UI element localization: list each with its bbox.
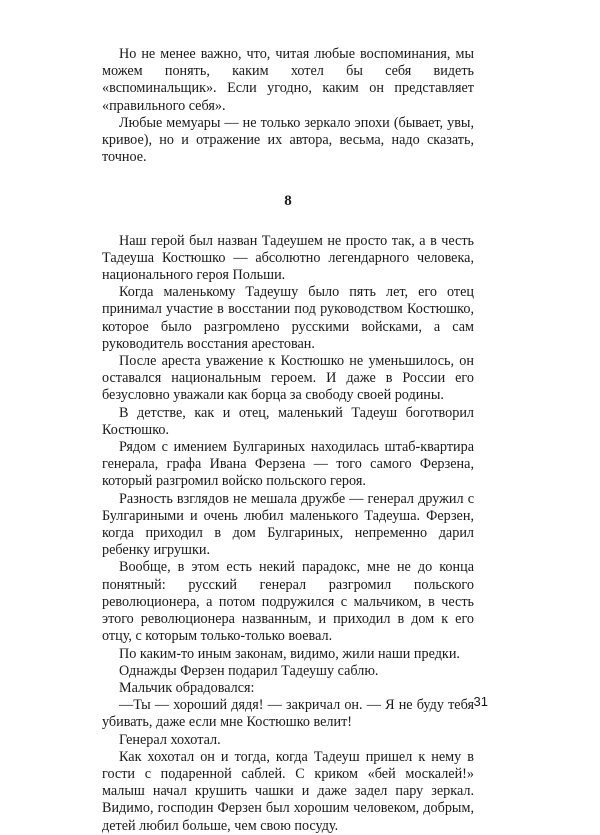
paragraph: Но не менее важно, что, читая любые воспоминания, мы можем понять, каким хотел бы себя видеть «вспоминальщик». Если угодно, каким он представляет «правильного себя».	[102, 46, 474, 114]
page-body	[102, 46, 474, 835]
page-number: 31	[473, 694, 488, 709]
paragraph: Вообще, в этом есть некий парадокс, мне не до конца понятный: русский генерал разгромил польского революционера, а потом подружился с мальчиком, в честь этого революционера названным, и приходил в дом к его отцу, с которым только-только воевал.	[102, 559, 474, 645]
paragraph: По каким-то иным законам, видимо, жили наши предки.	[119, 645, 460, 662]
paragraph: Генерал хохотал.	[119, 731, 221, 748]
paragraph: Разность взглядов не мешала дружбе — генерал дружил с Булгариными и очень любил маленького Тадеуша. Ферзен, когда приходил в дом Булгариных, непременно дарил ребенку игрушки.	[102, 490, 474, 559]
paragraph: Любые мемуары — не только зеркало эпохи (бывает, увы, кривое), но и отражение их автора, весьма, надо сказать, точное.	[102, 114, 474, 166]
paragraph: Рядом с имением Булгариных находилась штаб-квартира генерала, графа Ивана Ферзена — того самого Ферзена, который разгромил войско польского героя.	[102, 439, 474, 490]
paragraph: Мальчик обрадовался:	[119, 679, 255, 696]
paragraph: В детстве, как и отец, маленький Тадеуш боготворил Костюшко.	[102, 404, 474, 438]
paragraph: Когда маленькому Тадеушу было пять лет, его отец принимал участие в восстании под руководством Костюшко, которое было разгромлено русскими войсками, а сам руководитель восстания арестован.	[102, 284, 474, 352]
paragraph: Как хохотал он и тогда, когда Тадеуш пришел к нему в гости с подаренной саблей. С криком «бей москалей!» малыш начал крушить чашки и даже задел пару зеркал. Видимо, господин Ферзен был хорошим человеком, добрым, детей любил больше, чем свою посуду.	[102, 748, 474, 834]
paragraph: Наш герой был назван Тадеушем не просто так, а в честь Тадеуша Костюшко — абсолютно легендарного человека, национального героя Польши.	[102, 232, 474, 284]
paragraph-dialogue: —Ты — хороший дядя! — закричал он. — Я не буду тебя убивать, даже если мне Костюшко велит!	[102, 697, 474, 731]
paragraph: Однажды Ферзен подарил Тадеушу саблю.	[119, 662, 379, 679]
chapter-number: 8	[284, 193, 292, 210]
paragraph: После ареста уважение к Костюшко не уменьшилось, он оставался национальным героем. И даже в России его безусловно уважали как борца за свободу своей родины.	[102, 353, 474, 404]
